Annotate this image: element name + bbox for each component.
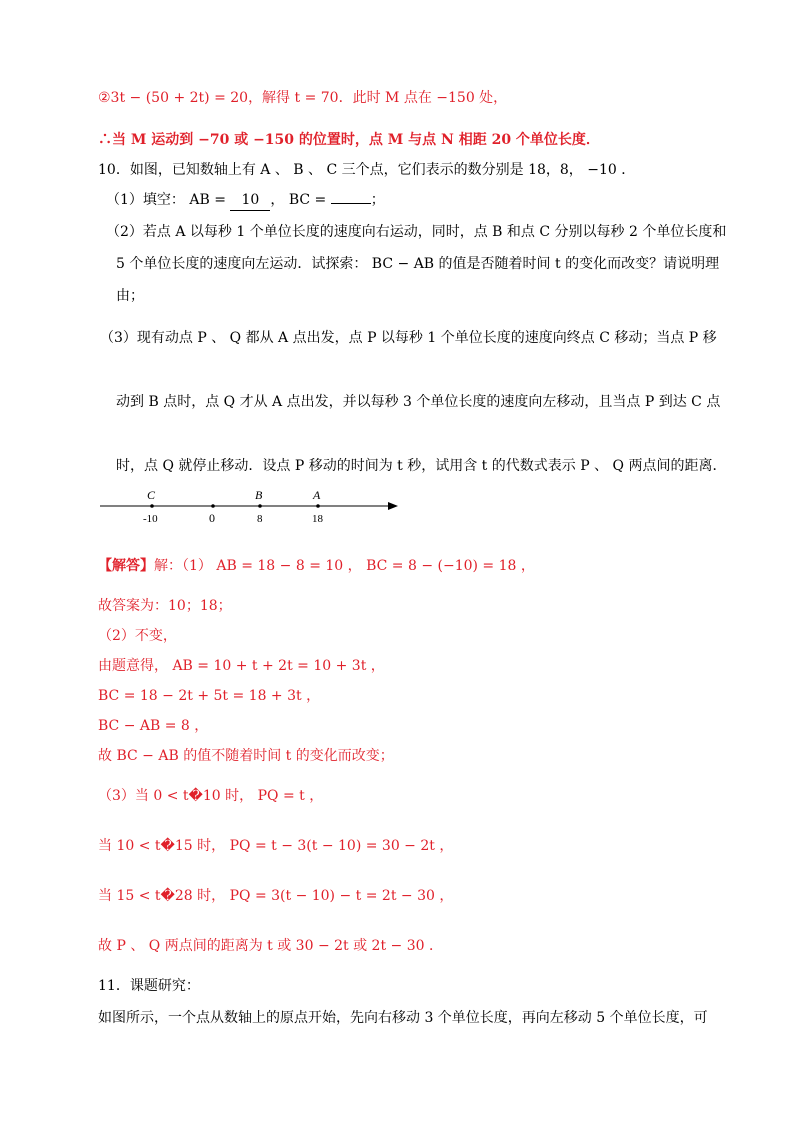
question-10-part-1 <box>106 190 385 211</box>
tick-value-b: 8 <box>257 513 263 525</box>
point-c-dot <box>150 504 154 508</box>
part-1-prefix: （1）填空： AB = <box>106 192 231 208</box>
point-a-label: A <box>313 488 321 502</box>
answer-tag: 【解答】 <box>98 558 154 574</box>
answer-part-1-text: 解：（1） AB = 18 − 8 = 10 ， BC = 8 − (−10) = 18 ， <box>154 558 535 574</box>
origin-dot <box>211 504 215 508</box>
number-line-arrow <box>388 502 398 510</box>
number-line-figure <box>96 484 406 528</box>
answer-line-4: 由题意得， AB = 10 + t + 2t = 10 + 3t ， <box>98 658 385 674</box>
answer-line-5: BC = 18 − 2t + 5t = 18 + 3t ， <box>98 688 321 704</box>
point-b-label: B <box>255 488 263 502</box>
answer-line-7: 故 BC − AB 的值不随着时间 t 的变化而改变； <box>98 748 394 764</box>
point-b-dot <box>258 504 262 508</box>
solution-conclusion-line: ∴当 M 运动到 −70 或 −150 的位置时，点 M 与点 N 相距 20 个单位长度． <box>98 132 600 148</box>
question-10-part-3-line-3: 时，点 Q 就停止移动．设点 P 移动的时间为 t 秒，试用含 t 的代数式表示 P 、 Q 两点间的距离． <box>116 458 727 474</box>
question-11-body: 如图所示，一个点从数轴上的原点开始，先向右移动 3 个单位长度，再向左移动 5 个单位长度，可 <box>98 1010 708 1026</box>
question-10-part-2-line-1: （2）若点 A 以每秒 1 个单位长度的速度向右运动，同时，点 B 和点 C 分别以每秒 2 个单位长度和 <box>106 224 727 240</box>
question-11-title: 11．课题研究： <box>98 978 200 994</box>
question-10-part-2-line-3: 由； <box>116 288 144 304</box>
answer-line-8: （3）当 0 < t�10 时， PQ = t ， <box>98 788 324 804</box>
answer-line-1 <box>98 556 535 576</box>
answer-line-3: （2）不变， <box>98 628 177 644</box>
ab-answer-blank: 10 <box>230 190 270 211</box>
question-10-part-3-line-1: （3）现有动点 P 、 Q 都从 A 点出发，点 P 以每秒 1 个单位长度的速度向终点 C 移动；当点 P 移 <box>100 330 717 346</box>
point-c-label: C <box>147 488 156 502</box>
question-10-part-3-line-2: 动到 B 点时，点 Q 才从 A 点出发，并以每秒 3 个单位长度的速度向左移动，且当点 P 到达 C 点 <box>116 394 721 410</box>
solution-continued-line-1: ②3t − (50 + 2t) = 20，解得 t = 70．此时 M 点在 −150 处， <box>98 90 508 106</box>
answer-line-9: 当 10 < t�15 时， PQ = t − 3(t − 10) = 30 − 2t ， <box>98 838 454 854</box>
tick-value-a: 18 <box>312 513 323 525</box>
answer-line-10: 当 15 < t�28 时， PQ = 3(t − 10) − t = 2t − 30 ， <box>98 888 454 904</box>
answer-line-6: BC − AB = 8 ， <box>98 718 209 734</box>
part-1-mid: ， BC = <box>270 192 331 208</box>
part-1-suffix: ； <box>370 192 385 208</box>
answer-line-2: 故答案为：10；18； <box>98 598 232 614</box>
tick-value-origin: 0 <box>209 511 215 525</box>
question-10-stem: 10．如图，已知数轴上有 A 、 B 、 C 三个点，它们表示的数分别是 18，8， −10 ． <box>98 162 636 178</box>
bc-answer-blank <box>331 203 371 204</box>
tick-value-c: -10 <box>143 513 158 525</box>
point-a-dot <box>316 504 320 508</box>
question-10-part-2-line-2: 5 个单位长度的速度向左运动．试探索： BC − AB 的值是否随着时间 t 的变化而改变？请说明理 <box>116 256 720 272</box>
answer-line-11: 故 P 、 Q 两点间的距离为 t 或 30 − 2t 或 2t − 30 ． <box>98 938 443 954</box>
